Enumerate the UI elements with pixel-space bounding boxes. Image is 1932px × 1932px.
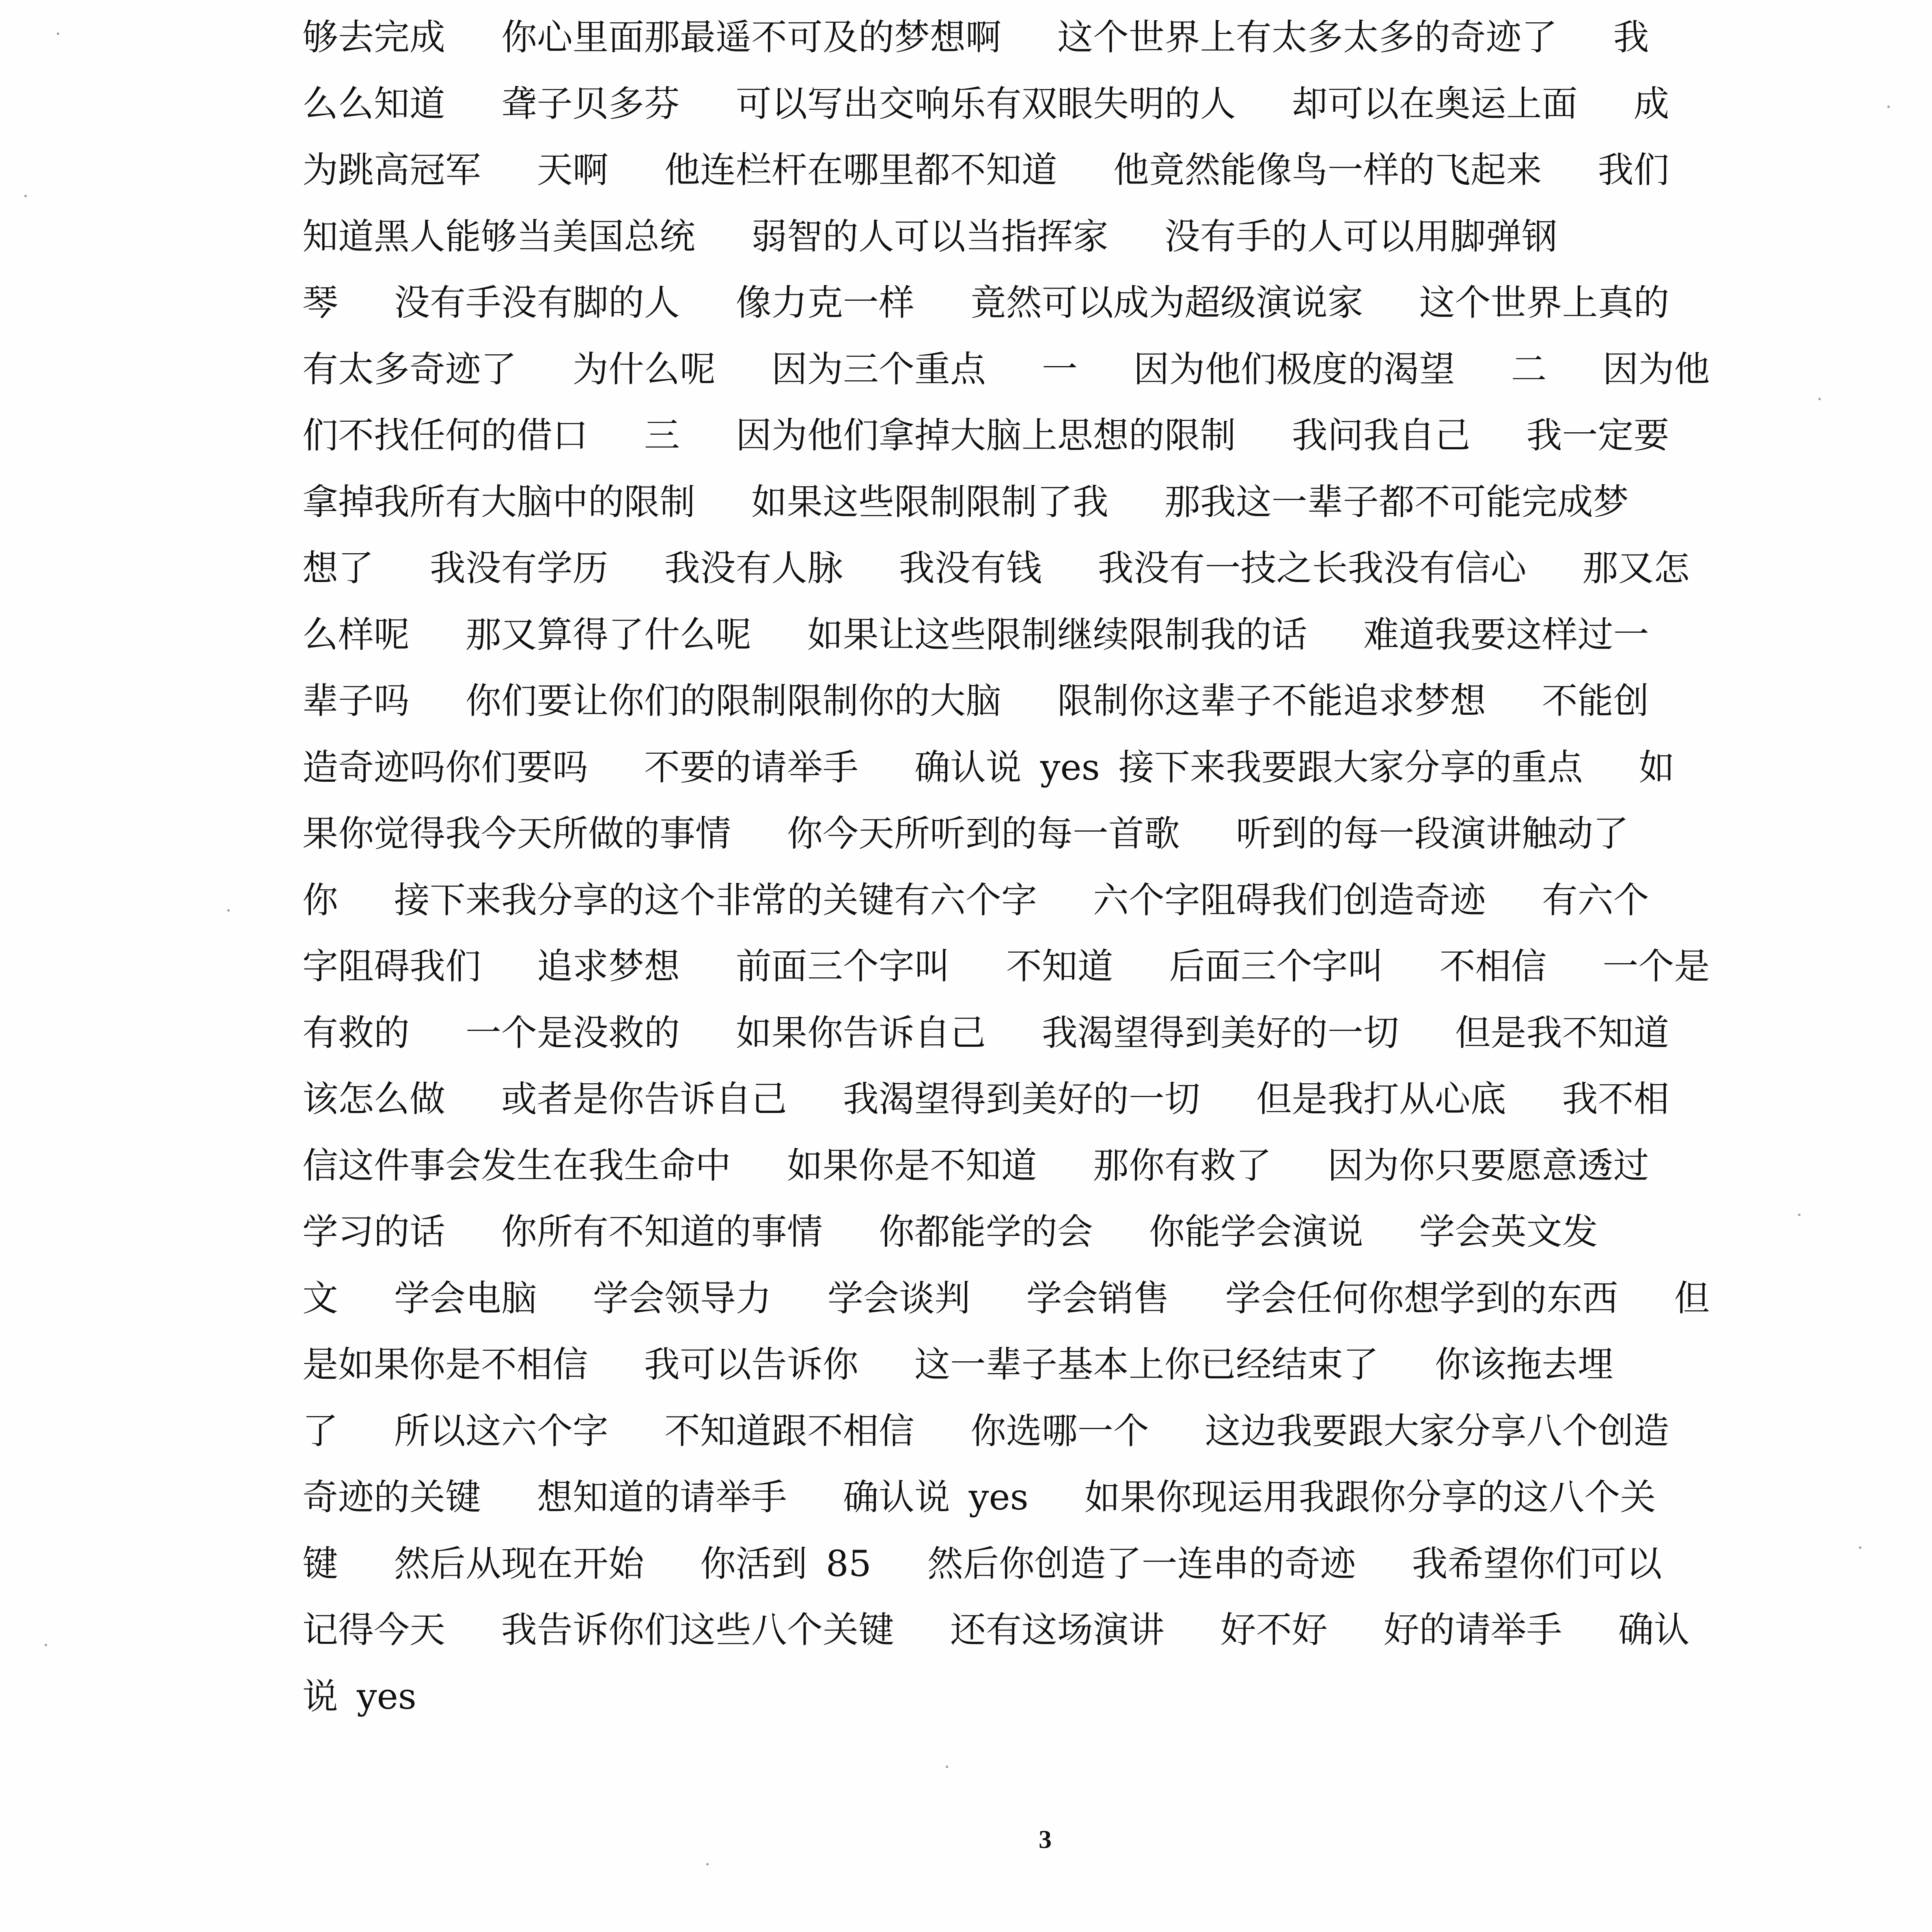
text-line: 有救的 一个是没救的 如果你告诉自己 我渴望得到美好的一切 但是我不知道 xyxy=(302,1011,1669,1054)
text-line: 为跳高冠军 天啊 他连栏杆在哪里都不知道 他竟然能像鸟一样的飞起来 我们 xyxy=(302,149,1669,191)
scan-speck xyxy=(706,1863,709,1865)
text-line: 拿掉我所有大脑中的限制 如果这些限制限制了我 那我这一辈子都不可能完成梦 xyxy=(302,481,1629,523)
text-line: 字阻碍我们 追求梦想 前面三个字叫 不知道 后面三个字叫 不相信 一个是 xyxy=(302,945,1710,987)
text-line: 造奇迹吗你们要吗 不要的请举手 确认说 yes 接下来我要跟大家分享的重点 如 xyxy=(302,746,1675,788)
text-line: 么么知道 聋子贝多芬 可以写出交响乐有双眼失明的人 却可以在奥运上面 成 xyxy=(302,82,1669,125)
text-line: 是如果你是不相信 我可以告诉你 这一辈子基本上你已经结束了 你该拖去埋 xyxy=(302,1343,1613,1385)
scan-speck xyxy=(1859,1546,1861,1549)
body-text xyxy=(302,4,1780,1729)
text-line: 说 yes xyxy=(302,1675,416,1717)
text-line: 够去完成 你心里面那最遥不可及的梦想啊 这个世界上有太多太多的奇迹了 我 xyxy=(302,16,1649,58)
text-line: 信这件事会发生在我生命中 如果你是不知道 那你有救了 因为你只要愿意透过 xyxy=(302,1144,1649,1186)
text-line: 知道黑人能够当美国总统 弱智的人可以当指挥家 没有手的人可以用脚弹钢 xyxy=(302,215,1557,257)
text-line: 么样呢 那又算得了什么呢 如果让这些限制继续限制我的话 难道我要这样过一 xyxy=(302,613,1649,656)
text-line: 记得今天 我告诉你们这些八个关键 还有这场演讲 好不好 好的请举手 确认 xyxy=(302,1609,1690,1651)
scan-speck xyxy=(946,1766,948,1768)
text-line: 想了 我没有学历 我没有人脉 我没有钱 我没有一技之长我没有信心 那又怎 xyxy=(302,547,1690,589)
text-line: 有太多奇迹了 为什么呢 因为三个重点 一 因为他们极度的渴望 二 因为他 xyxy=(302,348,1710,390)
scan-speck xyxy=(57,32,59,35)
text-line: 你 接下来我分享的这个非常的关键有六个字 六个字阻碍我们创造奇迹 有六个 xyxy=(302,879,1649,921)
text-line: 学习的话 你所有不知道的事情 你都能学的会 你能学会演说 学会英文发 xyxy=(302,1211,1598,1253)
text-line: 琴 没有手没有脚的人 像力克一样 竟然可以成为超级演说家 这个世界上真的 xyxy=(302,282,1669,323)
text-line: 该怎么做 或者是你告诉自己 我渴望得到美好的一切 但是我打从心底 我不相 xyxy=(302,1078,1669,1120)
text-line: 辈子吗 你们要让你们的限制限制你的大脑 限制你这辈子不能追求梦想 不能创 xyxy=(302,680,1649,722)
text-line: 果你觉得我今天所做的事情 你今天所听到的每一首歌 听到的每一段演讲触动了 xyxy=(302,813,1629,854)
scan-speck xyxy=(1818,398,1821,400)
scan-speck xyxy=(1887,106,1890,108)
scan-speck xyxy=(45,1644,47,1646)
text-line: 奇迹的关键 想知道的请举手 确认说 yes 如果你现运用我跟你分享的这八个关 xyxy=(302,1476,1656,1518)
text-line: 文 学会电脑 学会领导力 学会谈判 学会销售 学会任何你想学到的东西 但 xyxy=(302,1277,1710,1319)
scan-speck xyxy=(227,909,230,912)
text-line: 们不找任何的借口 三 因为他们拿掉大脑上思想的限制 我问我自己 我一定要 xyxy=(302,414,1669,456)
text-line: 键 然后从现在开始 你活到 85 然后你创造了一连串的奇迹 我希望你们可以 xyxy=(302,1542,1662,1585)
page-number: 3 xyxy=(1039,1825,1052,1854)
scan-speck xyxy=(1798,1214,1800,1216)
text-line: 了 所以这六个字 不知道跟不相信 你选哪一个 这边我要跟大家分享八个创造 xyxy=(302,1410,1669,1452)
scan-speck xyxy=(24,195,27,197)
